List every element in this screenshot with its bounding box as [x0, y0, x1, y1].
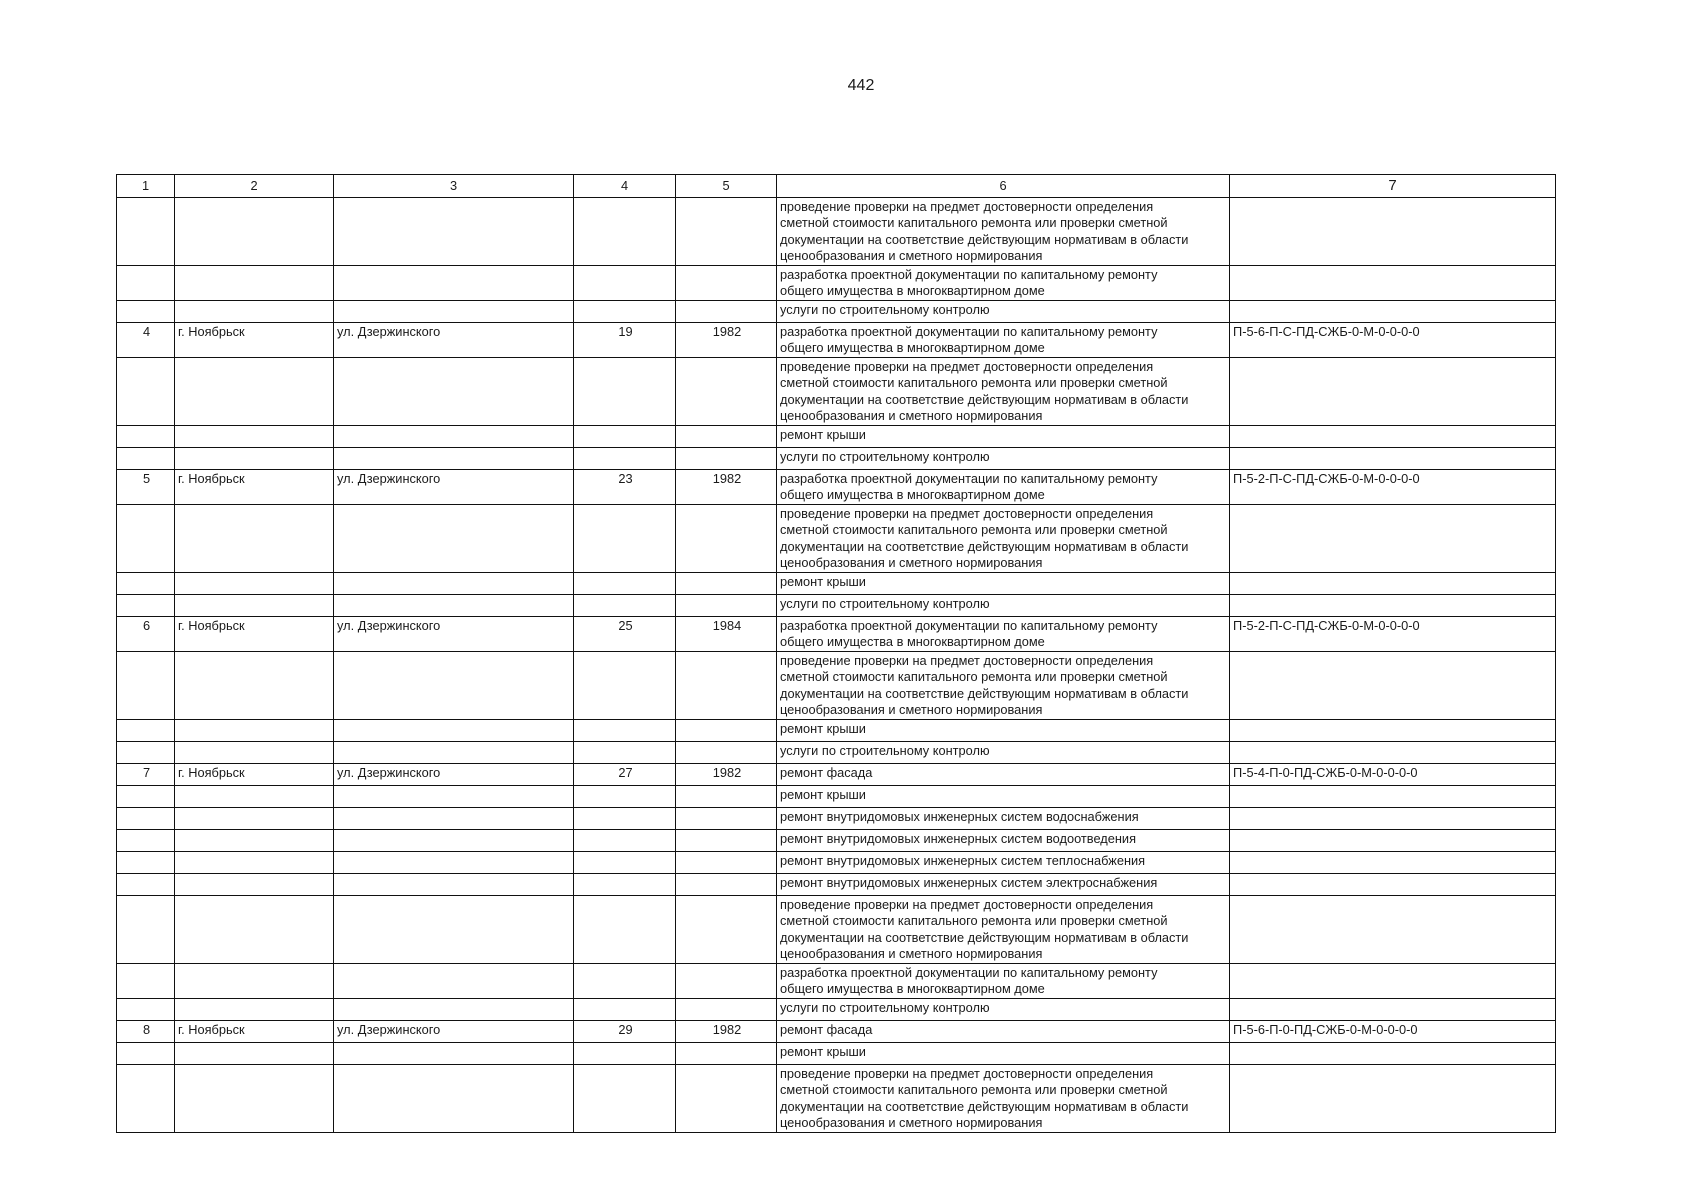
table-cell-col-1	[117, 852, 175, 874]
table-cell-col-6: разработка проектной документации по капитальному ремонту общего имущества в многоквартирном доме	[777, 964, 1230, 999]
table-cell-col-7	[1230, 830, 1556, 852]
table-cell-col-6: ремонт фасада	[777, 1021, 1230, 1043]
table-cell-col-3	[334, 652, 574, 720]
table-cell-col-2	[175, 874, 334, 896]
table-cell-col-5	[676, 964, 777, 999]
table-cell-col-7	[1230, 426, 1556, 448]
table-body	[117, 198, 1556, 1133]
table-cell-col-3	[334, 830, 574, 852]
table-cell-col-3	[334, 808, 574, 830]
table-cell-col-2	[175, 830, 334, 852]
table-cell-col-4: 23	[574, 470, 676, 505]
table-cell-col-4: 19	[574, 323, 676, 358]
table-cell-col-1	[117, 786, 175, 808]
table-cell-col-5	[676, 999, 777, 1021]
table-row	[117, 1043, 1556, 1065]
table-cell-col-7	[1230, 742, 1556, 764]
table-row	[117, 470, 1556, 505]
table-cell-col-6: проведение проверки на предмет достоверности определения сметной стоимости капитального ремонта или проверки сметной документации на соответствие действующим нормативам в области ценообразования и сметного нормирования	[777, 358, 1230, 426]
table-cell-col-4	[574, 1065, 676, 1133]
table-cell-col-5	[676, 896, 777, 964]
table-cell-col-2	[175, 786, 334, 808]
table-cell-col-4	[574, 1043, 676, 1065]
table-cell-col-3	[334, 426, 574, 448]
column-header-4: 4	[574, 175, 676, 198]
table-cell-col-5	[676, 505, 777, 573]
table-cell-col-2	[175, 652, 334, 720]
table-cell-col-7: П-5-6-П-С-ПД-СЖБ-0-М-0-0-0-0	[1230, 323, 1556, 358]
table-cell-col-7	[1230, 301, 1556, 323]
table-row	[117, 999, 1556, 1021]
table-cell-col-7: П-5-2-П-С-ПД-СЖБ-0-М-0-0-0-0	[1230, 617, 1556, 652]
table-cell-col-2	[175, 448, 334, 470]
table-cell-col-4	[574, 896, 676, 964]
table-row	[117, 323, 1556, 358]
table-cell-col-7	[1230, 573, 1556, 595]
column-header-1: 1	[117, 175, 175, 198]
table-cell-col-1	[117, 595, 175, 617]
table-cell-col-5	[676, 198, 777, 266]
table-cell-col-1	[117, 1043, 175, 1065]
table-cell-col-7	[1230, 448, 1556, 470]
table-cell-col-4	[574, 852, 676, 874]
table-cell-col-1	[117, 301, 175, 323]
table-cell-col-7	[1230, 808, 1556, 830]
table-row	[117, 617, 1556, 652]
table-cell-col-5	[676, 1065, 777, 1133]
table-cell-col-4	[574, 448, 676, 470]
table-cell-col-1	[117, 896, 175, 964]
table-cell-col-2: г. Ноябрьск	[175, 617, 334, 652]
table-cell-col-4	[574, 999, 676, 1021]
table-cell-col-3	[334, 999, 574, 1021]
table-row	[117, 1065, 1556, 1133]
table-cell-col-7: П-5-4-П-0-ПД-СЖБ-0-М-0-0-0-0	[1230, 764, 1556, 786]
table-cell-col-3	[334, 573, 574, 595]
table-cell-col-4	[574, 198, 676, 266]
table-cell-col-1: 7	[117, 764, 175, 786]
table-cell-col-2: г. Ноябрьск	[175, 470, 334, 505]
table-cell-col-5	[676, 358, 777, 426]
table-cell-col-4	[574, 964, 676, 999]
table-cell-col-6: услуги по строительному контролю	[777, 301, 1230, 323]
table-cell-col-2	[175, 358, 334, 426]
table-cell-col-7: П-5-2-П-С-ПД-СЖБ-0-М-0-0-0-0	[1230, 470, 1556, 505]
table-cell-col-3	[334, 1043, 574, 1065]
table-cell-col-6: ремонт крыши	[777, 1043, 1230, 1065]
table-cell-col-2	[175, 426, 334, 448]
table-cell-col-6: услуги по строительному контролю	[777, 448, 1230, 470]
table-cell-col-7	[1230, 595, 1556, 617]
table-cell-col-2: г. Ноябрьск	[175, 1021, 334, 1043]
table-cell-col-2	[175, 999, 334, 1021]
table-cell-col-3	[334, 505, 574, 573]
table-cell-col-2: г. Ноябрьск	[175, 323, 334, 358]
table-cell-col-7	[1230, 852, 1556, 874]
table-cell-col-1	[117, 652, 175, 720]
table-cell-col-2	[175, 198, 334, 266]
table-cell-col-1: 8	[117, 1021, 175, 1043]
table-cell-col-3	[334, 595, 574, 617]
table-cell-col-3	[334, 786, 574, 808]
table-cell-col-7	[1230, 786, 1556, 808]
table-cell-col-3	[334, 1065, 574, 1133]
table-cell-col-7	[1230, 1043, 1556, 1065]
table-cell-col-4	[574, 720, 676, 742]
table-cell-col-2	[175, 742, 334, 764]
table-cell-col-3: ул. Дзержинского	[334, 764, 574, 786]
table-cell-col-5	[676, 595, 777, 617]
table-cell-col-5	[676, 874, 777, 896]
table-cell-col-4	[574, 786, 676, 808]
table-cell-col-1	[117, 830, 175, 852]
table-cell-col-3	[334, 358, 574, 426]
table-cell-col-6: ремонт крыши	[777, 786, 1230, 808]
table-cell-col-6: услуги по строительному контролю	[777, 742, 1230, 764]
table-cell-col-5: 1982	[676, 323, 777, 358]
table-cell-col-6: ремонт внутридомовых инженерных систем теплоснабжения	[777, 852, 1230, 874]
table-cell-col-3	[334, 266, 574, 301]
table-cell-col-4	[574, 505, 676, 573]
table-cell-col-1	[117, 426, 175, 448]
table-cell-col-1: 6	[117, 617, 175, 652]
table-row	[117, 764, 1556, 786]
table-cell-col-3: ул. Дзержинского	[334, 323, 574, 358]
table-cell-col-2	[175, 266, 334, 301]
table-row	[117, 1021, 1556, 1043]
table-cell-col-3	[334, 852, 574, 874]
table-cell-col-3: ул. Дзержинского	[334, 1021, 574, 1043]
table-cell-col-1	[117, 1065, 175, 1133]
table-cell-col-5	[676, 786, 777, 808]
page-number: 442	[847, 77, 875, 94]
table-cell-col-7	[1230, 358, 1556, 426]
table-row	[117, 301, 1556, 323]
table-cell-col-4	[574, 358, 676, 426]
table-cell-col-5	[676, 720, 777, 742]
table-cell-col-7: П-5-6-П-0-ПД-СЖБ-0-М-0-0-0-0	[1230, 1021, 1556, 1043]
table-cell-col-3	[334, 720, 574, 742]
table-cell-col-3: ул. Дзержинского	[334, 470, 574, 505]
table-cell-col-5	[676, 742, 777, 764]
table-cell-col-6: ремонт внутридомовых инженерных систем водоснабжения	[777, 808, 1230, 830]
table-row	[117, 198, 1556, 266]
table-cell-col-7	[1230, 652, 1556, 720]
table-cell-col-7	[1230, 720, 1556, 742]
table-row	[117, 652, 1556, 720]
table-cell-col-5	[676, 852, 777, 874]
table-cell-col-1	[117, 448, 175, 470]
table-cell-col-5	[676, 266, 777, 301]
table-cell-col-7	[1230, 1065, 1556, 1133]
column-header-5: 5	[676, 175, 777, 198]
table-cell-col-1	[117, 964, 175, 999]
table-row	[117, 742, 1556, 764]
table-cell-col-2	[175, 852, 334, 874]
table-row	[117, 808, 1556, 830]
table-cell-col-1	[117, 999, 175, 1021]
table-cell-col-7	[1230, 505, 1556, 573]
table-cell-col-2: г. Ноябрьск	[175, 764, 334, 786]
table-cell-col-4	[574, 652, 676, 720]
table-cell-col-3	[334, 964, 574, 999]
table-cell-col-2	[175, 1065, 334, 1133]
table-cell-col-6: проведение проверки на предмет достоверности определения сметной стоимости капитального ремонта или проверки сметной документации на соответствие действующим нормативам в области ценообразования и сметного нормирования	[777, 1065, 1230, 1133]
table-cell-col-2	[175, 896, 334, 964]
table-cell-col-6: услуги по строительному контролю	[777, 999, 1230, 1021]
table-row	[117, 358, 1556, 426]
table-cell-col-1: 4	[117, 323, 175, 358]
table-cell-col-3: ул. Дзержинского	[334, 617, 574, 652]
table-cell-col-4: 29	[574, 1021, 676, 1043]
header-row	[117, 175, 1556, 198]
table-cell-col-6: проведение проверки на предмет достоверности определения сметной стоимости капитального ремонта или проверки сметной документации на соответствие действующим нормативам в области ценообразования и сметного нормирования	[777, 896, 1230, 964]
table-cell-col-1	[117, 198, 175, 266]
table-row	[117, 448, 1556, 470]
table-cell-col-4: 27	[574, 764, 676, 786]
table-cell-col-6: разработка проектной документации по капитальному ремонту общего имущества в многоквартирном доме	[777, 323, 1230, 358]
table-cell-col-6: проведение проверки на предмет достоверности определения сметной стоимости капитального ремонта или проверки сметной документации на соответствие действующим нормативам в области ценообразования и сметного нормирования	[777, 198, 1230, 266]
table-cell-col-7	[1230, 964, 1556, 999]
table-cell-col-1	[117, 505, 175, 573]
table-cell-col-4	[574, 830, 676, 852]
table-cell-col-6: ремонт крыши	[777, 720, 1230, 742]
table-cell-col-6: услуги по строительному контролю	[777, 595, 1230, 617]
table-cell-col-3	[334, 198, 574, 266]
table-cell-col-1	[117, 742, 175, 764]
table-cell-col-4: 25	[574, 617, 676, 652]
table-cell-col-7	[1230, 198, 1556, 266]
table-row	[117, 720, 1556, 742]
table-cell-col-1	[117, 808, 175, 830]
table-cell-col-5	[676, 573, 777, 595]
table-row	[117, 573, 1556, 595]
column-header-3: 3	[334, 175, 574, 198]
table-cell-col-4	[574, 595, 676, 617]
table-cell-col-4	[574, 426, 676, 448]
table-cell-col-5	[676, 1043, 777, 1065]
table-cell-col-5	[676, 808, 777, 830]
table-row	[117, 595, 1556, 617]
table-cell-col-1	[117, 874, 175, 896]
table-cell-col-1: 5	[117, 470, 175, 505]
table-cell-col-7	[1230, 266, 1556, 301]
table-cell-col-2	[175, 1043, 334, 1065]
table-cell-col-4	[574, 874, 676, 896]
table-cell-col-6: ремонт фасада	[777, 764, 1230, 786]
column-header-6: 6	[777, 175, 1230, 198]
table-cell-col-2	[175, 720, 334, 742]
table-row	[117, 964, 1556, 999]
table-cell-col-3	[334, 742, 574, 764]
table-cell-col-6: проведение проверки на предмет достоверности определения сметной стоимости капитального ремонта или проверки сметной документации на соответствие действующим нормативам в области ценообразования и сметного нормирования	[777, 652, 1230, 720]
table-cell-col-1	[117, 266, 175, 301]
table-cell-col-5: 1982	[676, 1021, 777, 1043]
table-cell-col-3	[334, 301, 574, 323]
table-cell-col-1	[117, 573, 175, 595]
table-cell-col-4	[574, 301, 676, 323]
table-cell-col-7	[1230, 874, 1556, 896]
table-cell-col-2	[175, 505, 334, 573]
table-row	[117, 852, 1556, 874]
table-cell-col-2	[175, 573, 334, 595]
table-cell-col-6: ремонт крыши	[777, 573, 1230, 595]
table-cell-col-6: ремонт внутридомовых инженерных систем электроснабжения	[777, 874, 1230, 896]
table-row	[117, 830, 1556, 852]
table-cell-col-5: 1982	[676, 764, 777, 786]
table-cell-col-3	[334, 896, 574, 964]
table-cell-col-2	[175, 808, 334, 830]
table-cell-col-6: разработка проектной документации по капитальному ремонту общего имущества в многоквартирном доме	[777, 470, 1230, 505]
table-cell-col-6: ремонт внутридомовых инженерных систем водоотведения	[777, 830, 1230, 852]
table-row	[117, 426, 1556, 448]
table-row	[117, 266, 1556, 301]
table-row	[117, 786, 1556, 808]
column-header-2: 2	[175, 175, 334, 198]
table-cell-col-5	[676, 301, 777, 323]
table-row	[117, 505, 1556, 573]
table-cell-col-4	[574, 266, 676, 301]
table-cell-col-2	[175, 301, 334, 323]
table-cell-col-6: проведение проверки на предмет достоверности определения сметной стоимости капитального ремонта или проверки сметной документации на соответствие действующим нормативам в области ценообразования и сметного нормирования	[777, 505, 1230, 573]
table-cell-col-5	[676, 652, 777, 720]
table-cell-col-3	[334, 448, 574, 470]
table-cell-col-5: 1984	[676, 617, 777, 652]
data-table	[116, 174, 1556, 1133]
table-cell-col-2	[175, 595, 334, 617]
table-cell-col-4	[574, 573, 676, 595]
column-header-7: 7	[1230, 175, 1556, 198]
table-cell-col-2	[175, 964, 334, 999]
table-cell-col-6: разработка проектной документации по капитальному ремонту общего имущества в многоквартирном доме	[777, 617, 1230, 652]
table-row	[117, 874, 1556, 896]
table-cell-col-7	[1230, 999, 1556, 1021]
table-cell-col-6: ремонт крыши	[777, 426, 1230, 448]
table-cell-col-5: 1982	[676, 470, 777, 505]
table-row	[117, 896, 1556, 964]
table-cell-col-5	[676, 830, 777, 852]
table-cell-col-7	[1230, 896, 1556, 964]
table-cell-col-3	[334, 874, 574, 896]
table-cell-col-4	[574, 742, 676, 764]
table-cell-col-5	[676, 426, 777, 448]
table-cell-col-1	[117, 358, 175, 426]
table-cell-col-4	[574, 808, 676, 830]
table-cell-col-5	[676, 448, 777, 470]
table-cell-col-6: разработка проектной документации по капитальному ремонту общего имущества в многоквартирном доме	[777, 266, 1230, 301]
table-cell-col-1	[117, 720, 175, 742]
